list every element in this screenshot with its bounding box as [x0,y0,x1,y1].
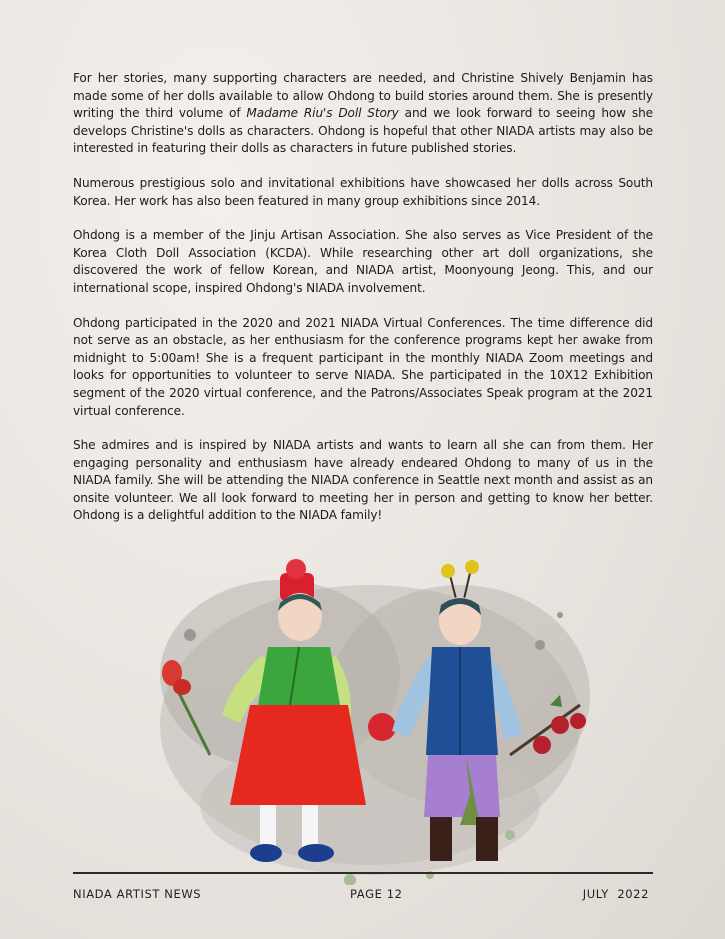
paragraph-5: She admires and is inspired by NIADA artists and wants to learn all she can from them. Her engaging personality and enthusiasm have already endeared Ohdong to many of us in the NIADA family. She will be attending the NIADA conference in Seattle next month and assist as an onsite volunteer. We all look forward to meeting her in person and getting to know her better. Ohdong is a delightful addition to the NIADA family! [73,438,653,523]
footer-publication: NIADA ARTIST NEWS [73,887,202,901]
footer-rule [73,872,653,874]
paragraph-3: Ohdong is a member of the Jinju Artisan Association. She also serves as Vice President of the Korea Cloth Doll Association (KCDA). While researching other art doll organizations, she discovered the work of fellow Korean, and NIADA artist, Moonyoung Jeong. This, and our international scope, inspired Ohdong's NIADA involvement. [73,228,653,295]
footer-date: JULY 2022 [582,887,649,901]
p1-text-after: and we look forward to seeing how she develops Christine's dolls as characters. Ohdong is hopeful that other NIADA artists may also be interested in featuring their dolls as characters in future published stories. [73,106,653,156]
footer-page-number: PAGE 12 [350,887,403,901]
paragraph-4: Ohdong participated in the 2020 and 2021 NIADA Virtual Conferences. The time difference did not serve as an obstacle, as her enthusiasm for the conference programs kept her awake from midnight to 5:00am! She is a frequent participant in the monthly NIADA Zoom meetings and looks for opportunities to volunteer to serve NIADA. She participated in the 10X12 Exhibition segment of the 2020 virtual conference, and the Patrons/Associates Speak program at the 2021 virtual conference. [73,315,653,418]
book-title: Madame Riu's Doll Story [246,106,399,121]
paragraph-2: Numerous prestigious solo and invitational exhibitions have showcased her dolls across South Korea. Her work has also been featured in many group exhibitions since 2014. [73,175,653,208]
doll-photo [130,555,630,885]
paragraph-1 [73,70,653,158]
article-body [73,70,653,542]
p1-text-before: For her stories, many supporting characters are needed, and Christine Shively Benjamin has made some of her dolls available to allow Ohdong to build stories around them. She is presently writing the third volume of [73,71,653,121]
